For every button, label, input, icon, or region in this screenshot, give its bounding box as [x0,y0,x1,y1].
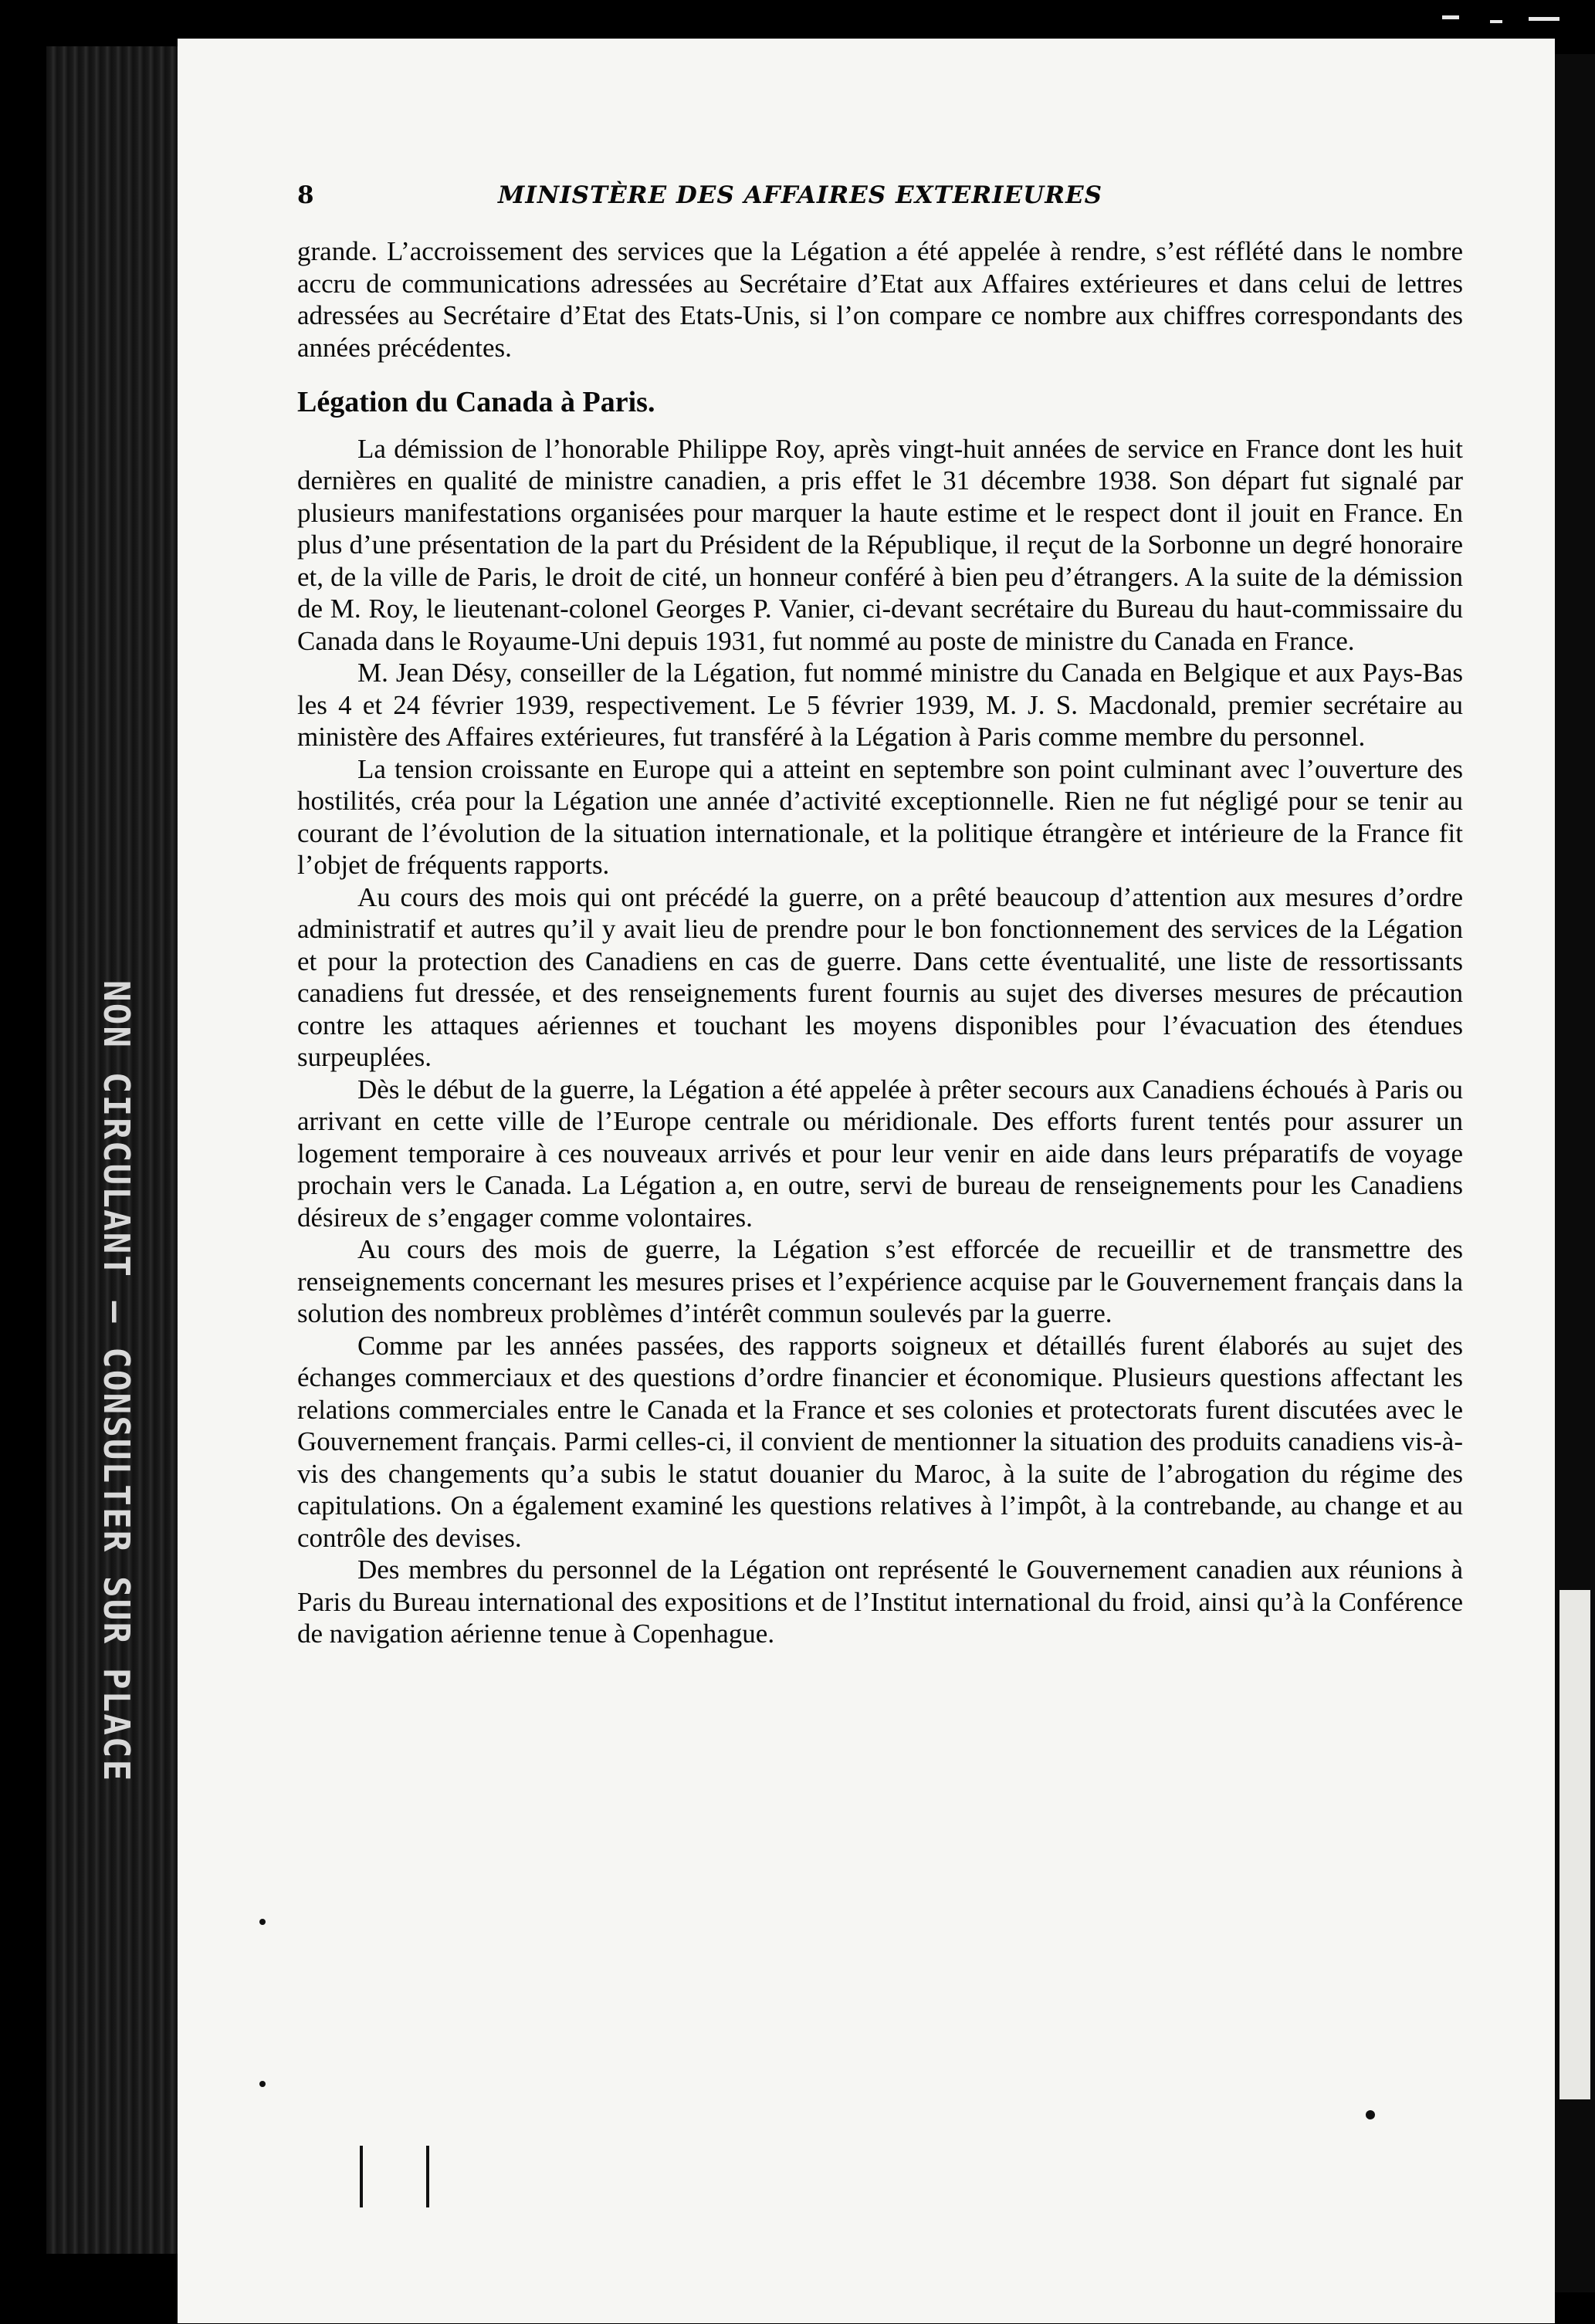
paragraph: La tension croissante en Europe qui a atteint en septembre son point culminant avec l’ouverture des hostilités, créa pour la Légation une année d’activité exceptionnelle. Rien ne fut négligé pour se tenir au courant de l’évolution de la situation internationale, et la politique étrangère et intérieure de la France fit l’objet de fréquents rapports. [297,753,1463,880]
paragraph-continued: grande. L’accroissement des services que la Légation a été appelée à rendre, s’est réflété dans le nombre accru de communications adressées au Secrétaire d’Etat aux Affaires extérieures et dans celui de lettres adressées au Secrétaire d’Etat des Etats-Unis, si l’on compare ce nombre aux chiffres correspondants des années précédentes. [297,236,1463,363]
scan-speck [1442,15,1459,19]
facing-page-sliver [1559,1590,1590,2099]
binding-stamp: NON CIRCULANT — CONSULTER SUR PLACE [96,980,137,1783]
running-head [297,181,1463,220]
paragraph: La démission de l’honorable Philippe Roy, après vingt-huit années de service en France dont les huit dernières en qualité de ministre canadien, a pris effet le 31 décembre 1938. Son départ fut signalé par plusieurs manifestations organisées pour marquer la haute estime et le respect dont il jouit en France. En plus d’une présentation de la part du Président de la République, il reçut de la Sorbonne un degré honoraire et, de la ville de Paris, le droit de cité, un honneur conféré à bien peu d’étrangers. A la suite de la démission de M. Roy, le lieutenant-colonel Georges P. Vanier, ci-devant secrétaire du Bureau du haut-commissaire du Canada dans le Royaume-Uni depuis 1931, fut nommé au poste de ministre du Canada en France. [297,433,1463,656]
paragraph: Dès le début de la guerre, la Légation a été appelée à prêter secours aux Canadiens échoués à Paris ou arrivant en cette ville de l’Europe centrale ou méridionale. Des efforts furent tentés pour assurer un logement temporaire à ces nouveaux arrivés et pour leur venir en aide dans leurs préparatifs de voyage prochain vers le Canada. La Légation a, en outre, servi de bureau de renseignements pour les Canadiens désireux de s’engager comme volontaires. [297,1074,1463,1233]
paragraph: Au cours des mois qui ont précédé la guerre, on a prêté beaucoup d’attention aux mesures d’ordre administratif et autres qu’il y avait lieu de prendre pour le bon fonctionnement des services de la Légation et pour la protection des Canadiens en cas de guerre. Dans cette éventualité, une liste de ressortissants canadiens fut dressée, et des renseignements furent fournis au sujet des diverses mesures de précaution contre les attaques aériennes et touchant les moyens disponibles pour l’évacuation des étendues surpeuplées. [297,881,1463,1072]
paragraph: Comme par les années passées, des rapports soigneux et détaillés furent élaborés au sujet des échanges commerciaux et des questions d’ordre financier et économique. Plusieurs questions affectant les relations commerciales entre le Canada et la France et ses colonies et protectorats furent discutées avec le Gouvernement français. Parmi celles-ci, il convient de mentionner la situation des produits canadiens vis-à-vis des changements qu’a subis le statut douanier du Maroc, à la suite de l’abrogation du régime des capitulations. On a également examiné les questions relatives à l’impôt, à la contrebande, au change et au contrôle des devises. [297,1330,1463,1553]
scan-speck [1529,17,1559,21]
section-heading: Légation du Canada à Paris. [297,386,655,418]
body-text [297,235,1463,1650]
paragraph: Au cours des mois de guerre, la Légation s’est efforcée de recueillir et de transmettre des renseignements concernant les mesures prises et l’expérience acquise par le Gouvernement français dans la solution des nombreux problèmes d’intérêt commun soulevés par la guerre. [297,1234,1463,1328]
scan-speck [1490,20,1502,23]
paragraph: Des membres du personnel de la Légation ont représenté le Gouvernement canadien aux réunions à Paris du Bureau international des expositions et de l’Institut international du froid, ainsi qu’à la Conférence de navigation aérienne tenue à Copenhague. [297,1554,1463,1649]
page-content [297,181,1463,1650]
paragraph: M. Jean Désy, conseiller de la Légation, fut nommé ministre du Canada en Belgique et aux Pays-Bas les 4 et 24 février 1939, respectivement. Le 5 février 1939, M. J. S. Macdonald, premier secrétaire au ministère des Affaires extérieures, fut transféré à la Légation à Paris comme membre du personnel. [297,658,1463,752]
page-number: 8 [297,181,315,209]
running-head-title: MINISTÈRE DES AFFAIRES EXTERIEURES [498,181,1103,209]
